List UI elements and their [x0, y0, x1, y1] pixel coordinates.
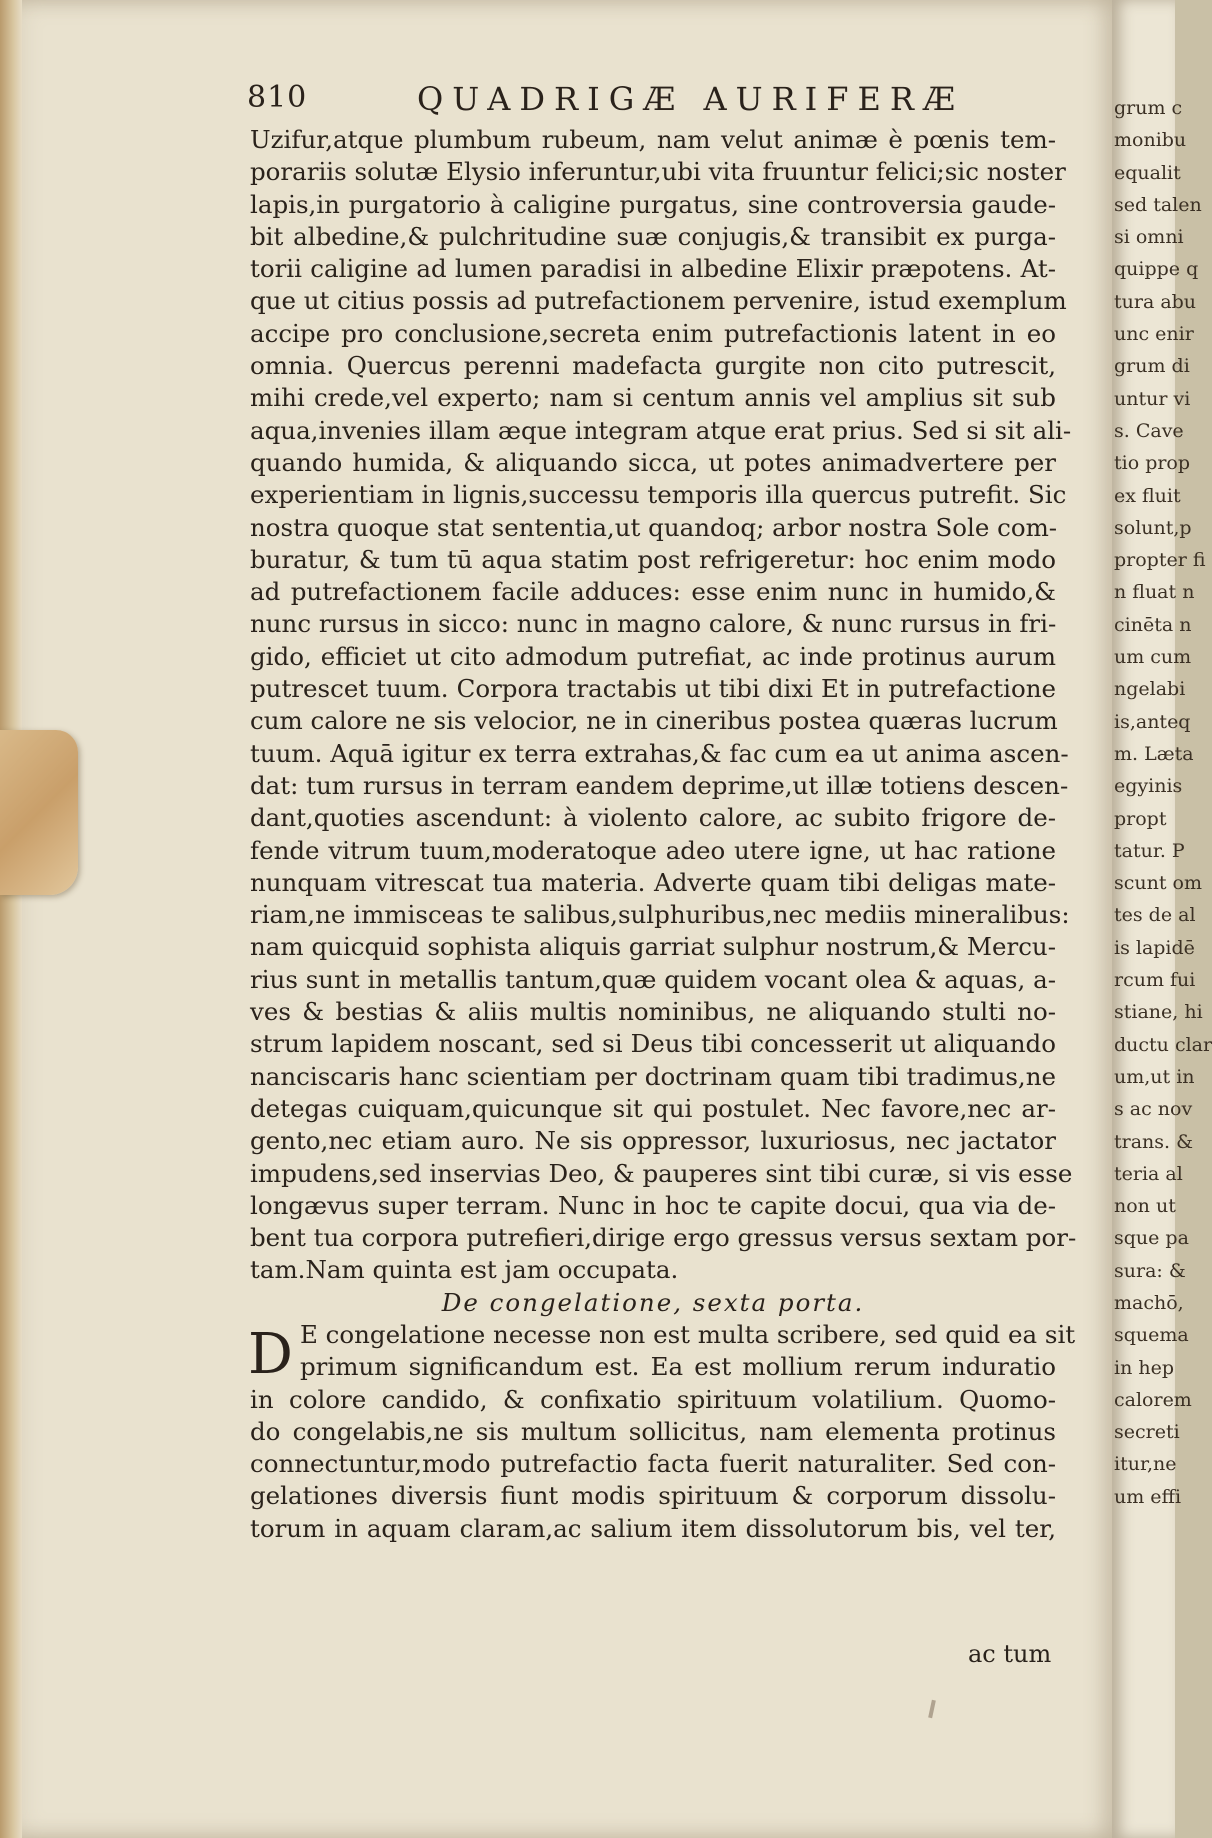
text-line: tura abu	[1114, 290, 1197, 313]
text-line: do congelabis,ne sis multum sollicitus, nam elementa protinus	[250, 1416, 1056, 1446]
text-line: um cum	[1114, 646, 1192, 669]
text-line: sed talen	[1114, 193, 1202, 216]
adjacent-page-edge	[1112, 0, 1212, 1838]
text-line: impudens,sed inservias Deo, & pauperes sint tibi curæ, si vis esse	[250, 1158, 1073, 1188]
text-line: rcum fui	[1114, 969, 1196, 992]
text-line: nunquam vitrescat tua materia. Adverte quam tibi deligas mate-	[250, 867, 1056, 897]
text-line: detegas cuiquam,quicunque sit qui postulet. Nec favore,nec ar-	[250, 1093, 1056, 1123]
text-line: gelationes diversis fiunt modis spirituum & corporum dissolu-	[250, 1481, 1056, 1511]
text-line: porariis solutæ Elysio inferuntur,ubi vita fruuntur felici;sic noster	[250, 157, 1066, 187]
text-line: ngelabi	[1114, 678, 1186, 701]
text-line: tam.Nam quinta est jam occupata.	[250, 1255, 679, 1285]
text-line: strum lapidem noscant, sed si Deus tibi concesserit ut aliquando	[250, 1029, 1056, 1059]
text-line: E congelatione necesse non est multa scribere, sed quid ea sit	[300, 1319, 1076, 1349]
text-line: bent tua corpora putrefieri,dirige ergo gressus versus sextam por-	[250, 1223, 1077, 1253]
text-line: ex fluit	[1114, 484, 1181, 507]
text-line: dat: tum rursus in terram eandem deprime,ut illæ totiens descen-	[250, 770, 1069, 800]
text-line: riam,ne immisceas te salibus,sulphuribus,nec mediis mineralibus:	[250, 900, 1070, 930]
text-line: propter fi	[1114, 549, 1206, 572]
text-line: quippe q	[1114, 258, 1199, 281]
text-line: grum di	[1114, 355, 1190, 378]
text-line: primum significandum est. Ea est mollium rerum induratio	[300, 1352, 1056, 1382]
text-line: is lapidē	[1114, 936, 1195, 959]
text-line: calorem	[1114, 1388, 1192, 1411]
page-number: 810	[247, 80, 308, 115]
text-line: tes de al	[1114, 904, 1196, 927]
text-line: s ac nov	[1114, 1098, 1193, 1121]
text-line: machō,	[1114, 1291, 1184, 1314]
text-line: non ut	[1114, 1195, 1176, 1218]
text-line: egyinis	[1114, 775, 1183, 798]
text-line: m. Læta	[1114, 742, 1194, 765]
text-line: trans. &	[1114, 1130, 1194, 1153]
catchword: ac tum	[968, 1640, 1052, 1668]
text-line: grum c	[1114, 97, 1183, 119]
text-line: que ut citius possis ad putrefactionem pervenire, istud exemplum	[250, 286, 1067, 316]
running-title: QUADRIGÆ AURIFERÆ	[417, 80, 964, 118]
text-line: lapis,in purgatorio à caligine purgatus, sine controversia gaude-	[250, 189, 1056, 219]
drop-cap: D	[248, 1321, 293, 1387]
text-line: in colore candido, & confixatio spirituum volatilium. Quomo-	[250, 1384, 1056, 1414]
section-lines	[250, 1319, 1076, 1545]
text-line: buratur, & tum tū aqua statim post refrigeretur: hoc enim modo	[250, 544, 1056, 574]
text-line: ad putrefactionem facile adduces: esse enim nunc in humido,&	[250, 577, 1056, 607]
text-line: tuum. Aquā igitur ex terra extrahas,& fac cum ea ut anima ascen-	[250, 738, 1069, 768]
text-line: fende vitrum tuum,moderatoque adeo utere igne, ut hac ratione	[250, 835, 1056, 865]
text-line: gento,nec etiam auro. Ne sis oppressor, luxuriosus, nec jactator	[250, 1126, 1056, 1156]
text-line: in hep	[1114, 1356, 1174, 1379]
ink-mark	[928, 1700, 936, 1718]
text-line: torum in aquam claram,ac salium item dissolutorum bis, vel ter,	[250, 1513, 1056, 1543]
text-line: bit albedine,& pulchritudine suæ conjugis,& transibit ex purga-	[250, 221, 1056, 251]
text-line: longævus super terram. Nunc in hoc te capite docui, qua via de-	[250, 1190, 1056, 1220]
text-line: monibu	[1114, 129, 1187, 152]
text-line: tatur. P	[1114, 839, 1185, 862]
text-line: connectuntur,modo putrefactio facta fuerit naturaliter. Sed con-	[250, 1449, 1056, 1479]
text-line: Uzifur,atque plumbum rubeum, nam velut animæ è pœnis tem-	[250, 125, 1056, 154]
text-line: secreti	[1114, 1421, 1180, 1444]
text-line: untur vi	[1114, 387, 1191, 410]
text-line: s. Cave	[1114, 419, 1184, 442]
text-line: tio prop	[1114, 452, 1191, 475]
text-line: gido, efficiet ut cito admodum putrefiat, ac inde protinus aurum	[250, 641, 1056, 671]
adjacent-page-fragments	[1112, 92, 1212, 1513]
text-line: sura: &	[1114, 1259, 1186, 1282]
text-line: um,ut in	[1114, 1065, 1195, 1088]
page-binding-edge	[0, 0, 22, 1838]
text-line: cinēta n	[1114, 613, 1192, 636]
text-line: si omni	[1114, 226, 1184, 249]
text-line: sque pa	[1114, 1227, 1189, 1250]
text-line: torii caligine ad lumen paradisi in albedine Elixir præpotens. At-	[250, 254, 1056, 284]
text-line: equalit	[1114, 161, 1181, 184]
text-line: quando humida, & aliquando sicca, ut potes animadvertere per	[250, 447, 1056, 477]
section-heading: De congelatione, sexta porta.	[441, 1287, 865, 1317]
text-line: nunc rursus in sicco: nunc in magno calore, & nunc rursus in fri-	[250, 609, 1057, 639]
text-line: mihi crede,vel experto; nam si centum annis vel amplius sit sub	[250, 383, 1056, 413]
text-line: is,anteq	[1114, 710, 1191, 733]
text-line: unc enir	[1114, 323, 1194, 346]
body-paragraph	[250, 124, 1077, 1287]
text-line: stiane, hi	[1114, 1001, 1203, 1024]
page-header	[247, 80, 1057, 120]
text-line: ductu clar	[1114, 1033, 1212, 1056]
text-line: squema	[1114, 1324, 1189, 1347]
text-line: nanciscaris hanc scientiam per doctrinam quam tibi tradimus,ne	[250, 1061, 1056, 1091]
text-line: ves & bestias & aliis multis nominibus, ne aliquando stulti no-	[250, 997, 1056, 1027]
section-paragraph	[248, 1319, 1076, 1545]
text-line: dant,quoties ascendunt: à violento calore, ac subito frigore de-	[250, 803, 1056, 833]
text-line: propt	[1114, 807, 1167, 830]
text-block	[248, 124, 1077, 1545]
text-line: n fluat n	[1114, 581, 1195, 604]
text-line: solunt,p	[1114, 516, 1192, 539]
text-line: cum calore ne sis velocior, ne in cineribus postea quæras lucrum	[250, 706, 1058, 736]
text-line: scunt om	[1114, 872, 1202, 895]
text-line: omnia. Quercus perenni madefacta gurgite non cito putrescit,	[250, 351, 1056, 381]
text-line: experientiam in lignis,successu temporis illa quercus putrefit. Sic	[250, 480, 1067, 510]
paper-tab	[0, 730, 78, 895]
text-line: nam quicquid sophista aliquis garriat sulphur nostrum,& Mercu-	[250, 932, 1056, 962]
text-line: rius sunt in metallis tantum,quæ quidem vocant olea & aquas, a-	[250, 964, 1056, 994]
text-line: putrescet tuum. Corpora tractabis ut tibi dixi Et in putrefactione	[250, 674, 1056, 704]
text-line: aqua,invenies illam æque integram atque erat prius. Sed si sit ali-	[250, 415, 1072, 445]
text-line: nostra quoque stat sententia,ut quandoq; arbor nostra Sole com-	[250, 512, 1058, 542]
text-line: itur,ne	[1114, 1453, 1177, 1476]
text-line: um effi	[1114, 1485, 1182, 1508]
text-line: accipe pro conclusione,secreta enim putrefactionis latent in eo	[250, 318, 1056, 348]
text-line: teria al	[1114, 1162, 1183, 1185]
